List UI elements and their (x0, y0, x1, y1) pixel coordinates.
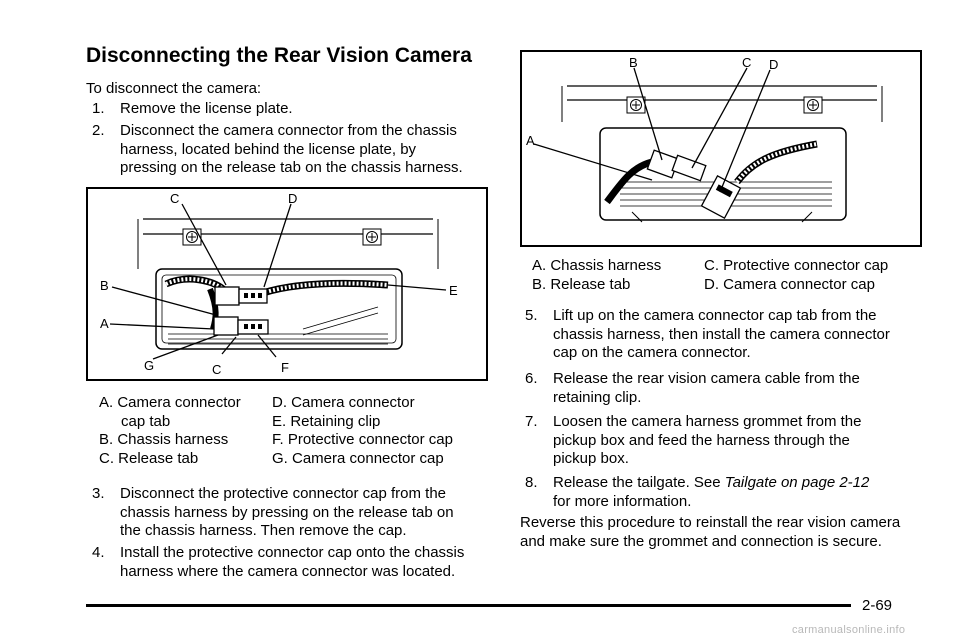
step-text (553, 370, 860, 407)
step-8 (525, 474, 935, 514)
step-line: pressing on the release tab on the chassis harness. (120, 159, 463, 176)
step-text (120, 122, 463, 178)
step-number: 1. (92, 100, 105, 117)
legend-item: A. Chassis harness (532, 257, 662, 274)
connector-diagram-2 (520, 50, 922, 247)
step-line: Remove the license plate. (120, 100, 293, 117)
intro-text: To disconnect the camera: (86, 80, 262, 97)
step-2 (92, 122, 512, 182)
screw-icon (804, 97, 822, 113)
camera-connector (215, 287, 267, 305)
legend-item: B. Release tab (532, 275, 631, 293)
step-line: the chassis harness. Then remove the cap. (120, 522, 407, 539)
step-number: 6. (525, 370, 538, 387)
page-number: 2-69 (862, 597, 893, 614)
step-text (553, 307, 890, 363)
callout-label: G (144, 358, 155, 373)
step-line: Install the protective connector cap onto the chassis (120, 544, 465, 561)
step-7 (525, 413, 935, 471)
legend-item: D. Camera connector cap (704, 275, 875, 293)
step-3 (92, 485, 512, 543)
panel-side (562, 86, 882, 122)
step-line: cap on the camera connector. (553, 344, 751, 361)
legend-item: C. Protective connector cap (704, 257, 889, 274)
step-line: chassis harness by pressing on the release tab on (120, 503, 454, 521)
step-text-pre: Release the tailgate. See (553, 474, 725, 491)
callout-label: C (212, 362, 222, 377)
step-line: chassis harness, then install the camera connector (553, 325, 890, 343)
closing-line: and make sure the grommet and connection is secure. (520, 532, 882, 550)
screw-icon (183, 229, 201, 245)
legend-item: B. Chassis harness (99, 431, 229, 448)
step-line: Loosen the camera harness grommet from the (553, 413, 862, 430)
callout-label: D (769, 57, 779, 72)
callout-label: F (281, 360, 289, 375)
step-line: harness, located behind the license plate, by (120, 140, 417, 158)
screw-icon (363, 229, 381, 245)
footer-rule (86, 604, 851, 607)
connector-illustration (522, 52, 924, 249)
connector-illustration (88, 189, 490, 383)
watermark: carmanualsonline.info (792, 624, 906, 636)
figure1-legend-left (99, 394, 274, 468)
callout-label: C (742, 55, 752, 70)
step-4 (92, 544, 512, 584)
step-number: 4. (92, 544, 105, 561)
step-5 (525, 307, 935, 365)
step-6 (525, 370, 935, 410)
step-number: 2. (92, 122, 105, 139)
figure2-legend-left (532, 257, 702, 294)
step-1 (92, 100, 512, 119)
step-line: Lift up on the camera connector cap tab from the (553, 307, 877, 324)
step-number: 8. (525, 474, 538, 491)
callout-label: B (100, 278, 109, 293)
figure2-legend-right (704, 257, 924, 294)
legend-item: F. Protective connector cap (272, 431, 453, 448)
step-number: 3. (92, 485, 105, 502)
step-number: 7. (525, 413, 538, 430)
legend-item: E. Retaining clip (272, 412, 381, 430)
step-line: for more information. (553, 492, 692, 510)
closing-line: Reverse this procedure to reinstall the rear vision camera (520, 514, 901, 531)
step-text (120, 544, 464, 581)
step-line: Release the rear vision camera cable from the (553, 370, 860, 387)
step-line (553, 474, 869, 493)
step-text (553, 413, 861, 469)
callout-label: C (170, 191, 180, 206)
screw-icon (627, 97, 645, 113)
legend-item: A. Camera connector (99, 394, 241, 411)
closing-paragraph (520, 514, 940, 551)
connector-diagram-1 (86, 187, 488, 381)
step-line: harness where the camera connector was located. (120, 562, 456, 580)
callout-label: D (288, 191, 298, 206)
callout-label: A (100, 316, 109, 331)
figure1-legend-right (272, 394, 487, 468)
callout-label: A (526, 133, 535, 148)
panel-edge (567, 86, 877, 100)
step-number: 5. (525, 307, 538, 324)
tailgate-page-link[interactable]: Tailgate on page 2-12 (724, 474, 870, 491)
legend-item-continued: cap tab (121, 412, 171, 430)
step-text (120, 100, 293, 119)
connector-cap (214, 317, 268, 335)
step-text (553, 474, 869, 511)
legend-item: G. Camera connector cap (272, 449, 444, 467)
step-text (120, 485, 454, 541)
legend-item: D. Camera connector (272, 394, 415, 411)
callout-label: E (449, 283, 458, 298)
step-line: Disconnect the protective connector cap from the (120, 485, 447, 502)
legend-item: C. Release tab (99, 449, 199, 467)
callout-label: B (629, 55, 638, 70)
step-line: retaining clip. (553, 388, 642, 406)
page-title: Disconnecting the Rear Vision Camera (86, 44, 472, 67)
step-line: pickup box and feed the harness through the (553, 431, 850, 449)
step-line: pickup box. (553, 450, 629, 467)
step-line: Disconnect the camera connector from the chassis (120, 122, 457, 139)
